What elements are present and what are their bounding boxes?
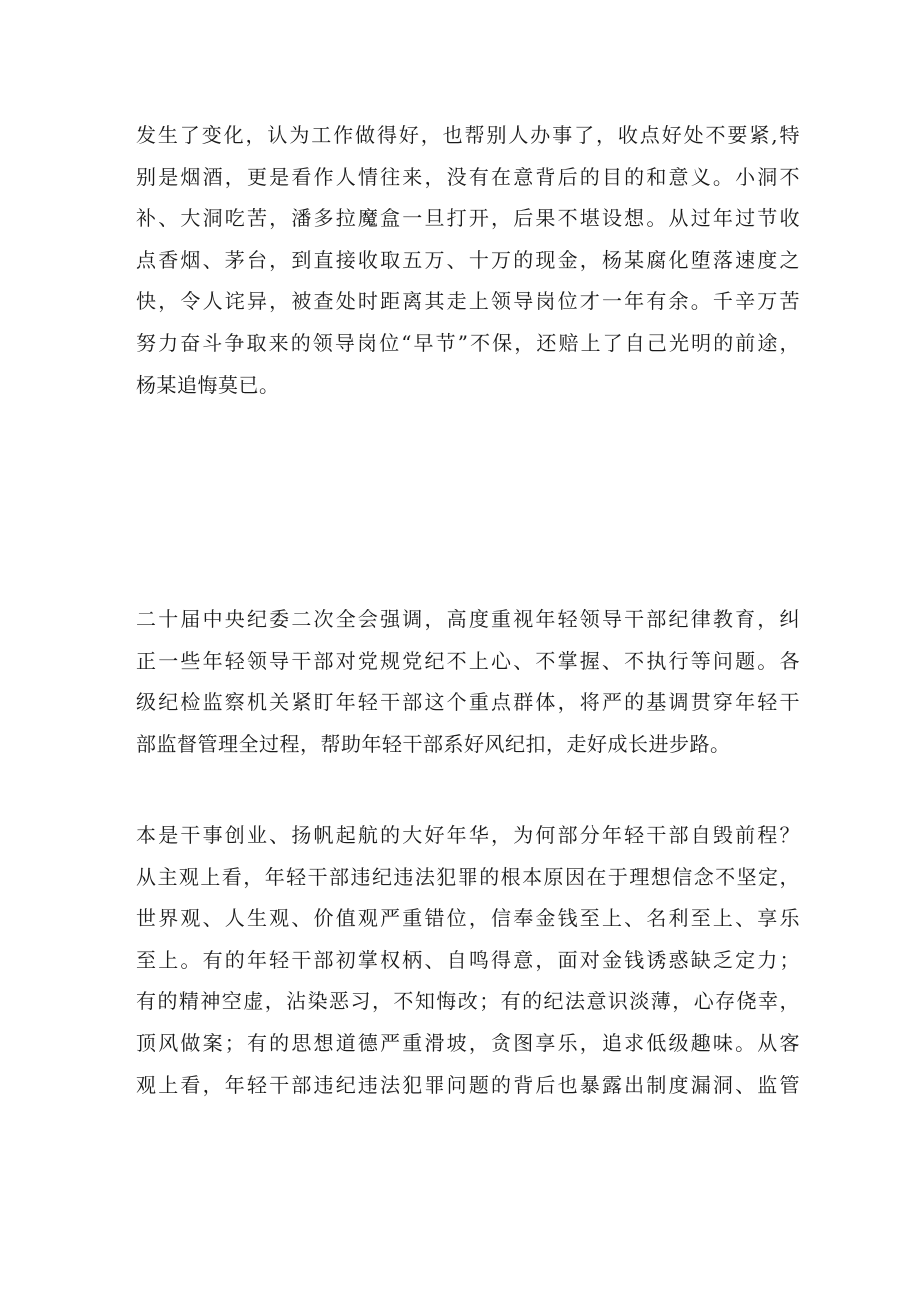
text-line: 级纪检监察机关紧盯年轻干部这个重点群体，将严的基调贯穿年轻干: [136, 690, 800, 715]
text-line: 别是烟酒，更是看作人情往来，没有在意背后的目的和意义。小洞不: [136, 164, 800, 189]
text-line: 二十届中央纪委二次全会强调，高度重视年轻领导干部纪律教育，纠: [136, 607, 800, 631]
text-line: 有的精神空虚，沾染恶习，不知悔改；有的纪法意识淡薄，心存侥幸，: [136, 989, 800, 1014]
text-line: 本是干事创业、扬帆起航的大好年华，为何部分年轻干部自毁前程？: [136, 823, 800, 847]
text-line: 至上。有的年轻干部初掌权柄、自鸣得意，面对金钱诱惑缺乏定力；: [136, 947, 800, 972]
text-line: 点香烟、茅台，到直接收取五万、十万的现金，杨某腐化堕落速度之: [136, 247, 800, 272]
text-line: 快，令人诧异，被查处时距离其走上领导岗位才一年有余。千辛万苦: [136, 289, 800, 314]
text-line: 努力奋斗争取来的领导岗位“早节”不保，还赔上了自己光明的前途，: [136, 330, 800, 355]
text-line: 杨某追悔莫已。: [136, 372, 280, 397]
text-line: 世界观、人生观、价值观严重错位，信奉金钱至上、名利至上、享乐: [136, 906, 800, 931]
text-line: 从主观上看，年轻干部违纪违法犯罪的根本原因在于理想信念不坚定，: [136, 864, 800, 889]
text-line: 发生了变化，认为工作做得好，也帮别人办事了，收点好处不要紧,特: [136, 123, 800, 147]
text-line: 部监督管理全过程，帮助年轻干部系好风纪扣，走好成长进步路。: [136, 731, 731, 756]
text-line: 补、大洞吃苦，潘多拉魔盒一旦打开，后果不堪设想。从过年过节收: [136, 206, 800, 231]
text-line: 顶风做案；有的思想道德严重滑坡，贪图享乐，追求低级趣味。从客: [136, 1030, 800, 1055]
paragraph-yang-case: [136, 115, 800, 406]
text-line: 观上看，年轻干部违纪违法犯罪问题的背后也暴露出制度漏洞、监管: [136, 1072, 800, 1097]
paragraph-plenary-session: [136, 599, 800, 765]
text-line: 正一些年轻领导干部对党规党纪不上心、不掌握、不执行等问题。各: [136, 648, 800, 673]
paragraph-causes-analysis: [136, 815, 800, 1106]
